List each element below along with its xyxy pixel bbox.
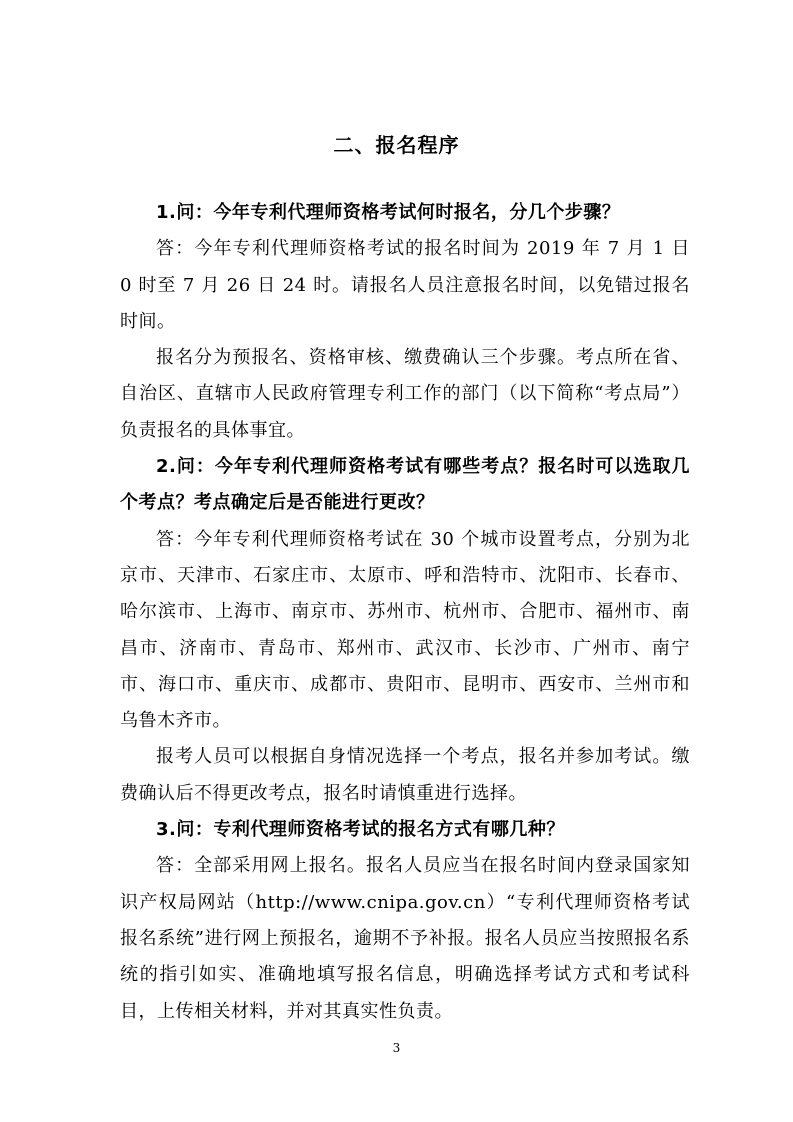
answer-3-paragraph-1: 答：全部采用网上报名。报名人员应当在报名时间内登录国家知识产权局网站（http://www.cnipa.gov.cn）“专利代理师资格考试报名系统”进行网上预报名，逾期不予补报。报名人员应当按照报名系统的指引如实、准确地填写报名信息，明确选择考试方式和考试科目，上传相关材料，并对其真实性负责。: [120, 855, 690, 1022]
answer-1-paragraph-1: 答：今年专利代理师资格考试的报名时间为 2019 年 7 月 1 日 0 时至 7 月 26 日 24 时。请报名人员注意报名时间，以免错过报名时间。: [120, 238, 690, 332]
answer-2-paragraph-1: 答：今年专利代理师资格考试在 30 个城市设置考点，分别为北京市、天津市、石家庄市、太原市、呼和浩特市、沈阳市、长春市、哈尔滨市、上海市、南京市、苏州市、杭州市、合肥市、福州市、南昌市、济南市、青岛市、郑州市、武汉市、长沙市、广州市、南宁市、海口市、重庆市、成都市、贵阳市、昆明市、西安市、兰州市和乌鲁木齐市。: [120, 528, 690, 732]
answer-1-paragraph-2: 报名分为预报名、资格审核、缴费确认三个步骤。考点所在省、自治区、直辖市人民政府管理专利工作的部门（以下简称“考点局”）负责报名的具体事宜。: [120, 347, 690, 441]
document-body: [120, 195, 690, 1030]
answer-2-paragraph-2: 报考人员可以根据自身情况选择一个考点，报名并参加考试。缴费确认后不得更改考点，报名时请慎重进行选择。: [120, 746, 690, 804]
question-1: 1.问：今年专利代理师资格考试何时报名，分几个步骤？: [156, 202, 621, 223]
section-title: 二、报名程序: [333, 133, 460, 157]
page-number: 3: [392, 1041, 401, 1055]
question-3: 3.问：专利代理师资格考试的报名方式有哪几种？: [156, 819, 565, 841]
question-2: 2.问：今年专利代理师资格考试有哪些考点？报名时可以选取几个考点？考点确定后是否能进行更改？: [120, 456, 690, 514]
